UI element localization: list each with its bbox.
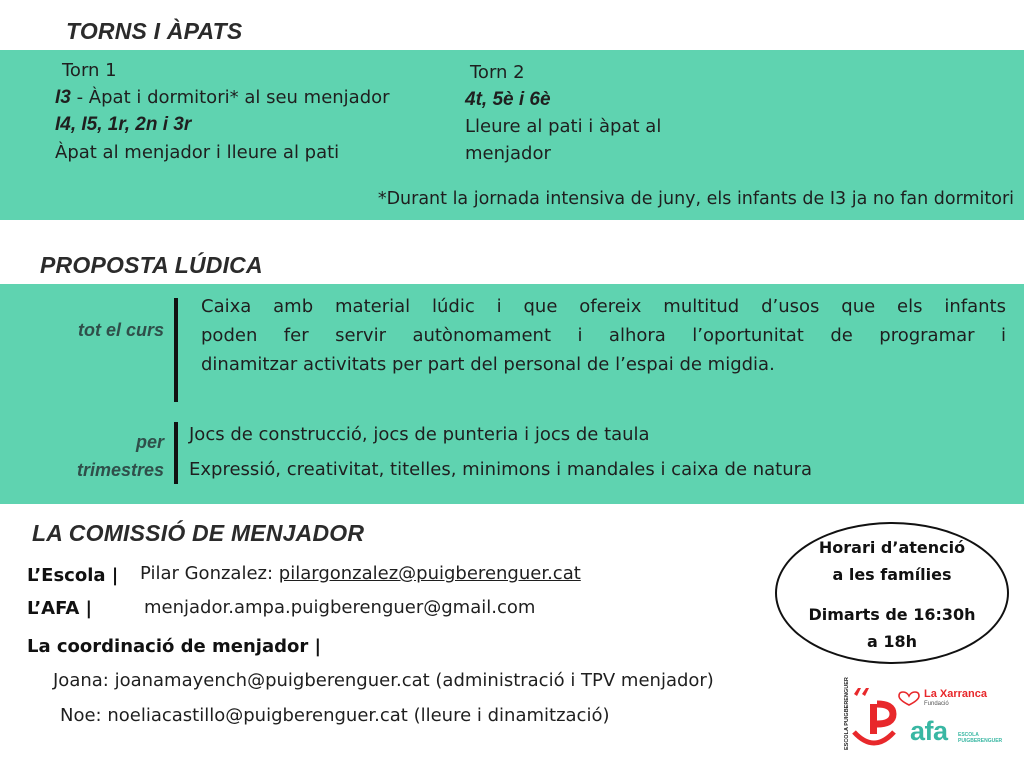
label-per: per	[135, 432, 164, 452]
school-p-icon	[848, 688, 904, 754]
xarranca-logo	[898, 688, 1018, 712]
section-heading-comissio: LA COMISSIÓ DE MENJADOR	[32, 520, 365, 546]
torn2-line2: Lleure al pati i àpat al	[465, 116, 662, 137]
escola-contact	[140, 563, 581, 584]
torn2-line3: menjador	[465, 143, 551, 164]
proposta-curs-line1: Caixa amb material lúdic i que ofereix multitud d’usos que els infants	[201, 296, 1006, 317]
proposta-trimestre-line1: Jocs de construcció, jocs de punteria i jocs de taula	[189, 424, 650, 445]
proposta-curs-line3: dinamitzar activitats per part del personal de l’espai de migdia.	[201, 354, 775, 375]
coordinacio-noe: Noe: noeliacastillo@puigberenguer.cat (lleure i dinamització)	[60, 705, 610, 726]
school-logo	[838, 677, 898, 754]
escola-email-link[interactable]: pilargonzalez@puigberenguer.cat	[278, 563, 581, 584]
escola-name: Pilar Gonzalez:	[140, 563, 279, 584]
torn2-label: Torn 2	[470, 62, 525, 83]
torn1-line3: Àpat al menjador i lleure al pati	[55, 142, 340, 163]
escola-label: L’Escola |	[27, 565, 119, 586]
divider-trimestres	[174, 422, 178, 484]
hours-line1: Horari d’atenció	[818, 538, 966, 557]
coordinacio-label: La coordinació de menjador |	[27, 636, 322, 657]
torns-footnote: *Durant la jornada intensiva de juny, els infants de I3 ja no fan dormitori	[377, 189, 1014, 209]
afa-logo-text: afa	[910, 716, 948, 746]
hours-line3: Dimarts de 16:30h	[808, 605, 976, 624]
torn1-label: Torn 1	[62, 60, 117, 81]
afa-email: menjador.ampa.puigberenguer@gmail.com	[144, 597, 536, 618]
torn1-groups-rest: I4, I5, 1r, 2n i 3r	[55, 114, 192, 135]
label-tot-el-curs: tot el curs	[77, 320, 164, 340]
section-heading-proposta: PROPOSTA LÚDICA	[40, 252, 263, 278]
torn1-line1	[55, 85, 390, 111]
torn2-groups: 4t, 5è i 6è	[465, 89, 551, 110]
divider-tot-el-curs	[174, 298, 178, 402]
xarranca-name: La Xarranca	[924, 688, 987, 700]
label-trimestres: trimestres	[76, 460, 164, 480]
proposta-curs-line2: poden fer servir autònomament i alhora l’oportunitat de programar i	[201, 325, 1006, 346]
coordinacio-joana: Joana: joanamayench@puigberenguer.cat (administració i TPV menjador)	[53, 670, 714, 691]
torn1-groups-i3: I3	[55, 87, 71, 108]
hours-line2: a les famílies	[832, 565, 952, 584]
xarranca-heart-icon	[898, 690, 920, 706]
hours-line4: a 18h	[866, 632, 918, 651]
proposta-trimestre-line2: Expressió, creativitat, titelles, minimons i mandales i caixa de natura	[189, 459, 813, 480]
school-logo-vertical-text: ESCOLA PUIGBERENGUER	[844, 677, 850, 750]
torn1-line1-text: - Àpat i dormitori* al seu menjador	[70, 87, 390, 108]
afa-logo	[906, 716, 1016, 756]
afa-label: L’AFA |	[27, 598, 93, 619]
xarranca-sub: Fundació	[924, 701, 949, 707]
afa-logo-sub: ESCOLA PUIGBERENGUER	[958, 732, 1003, 744]
section-heading-torns: TORNS I ÀPATS	[66, 18, 243, 44]
